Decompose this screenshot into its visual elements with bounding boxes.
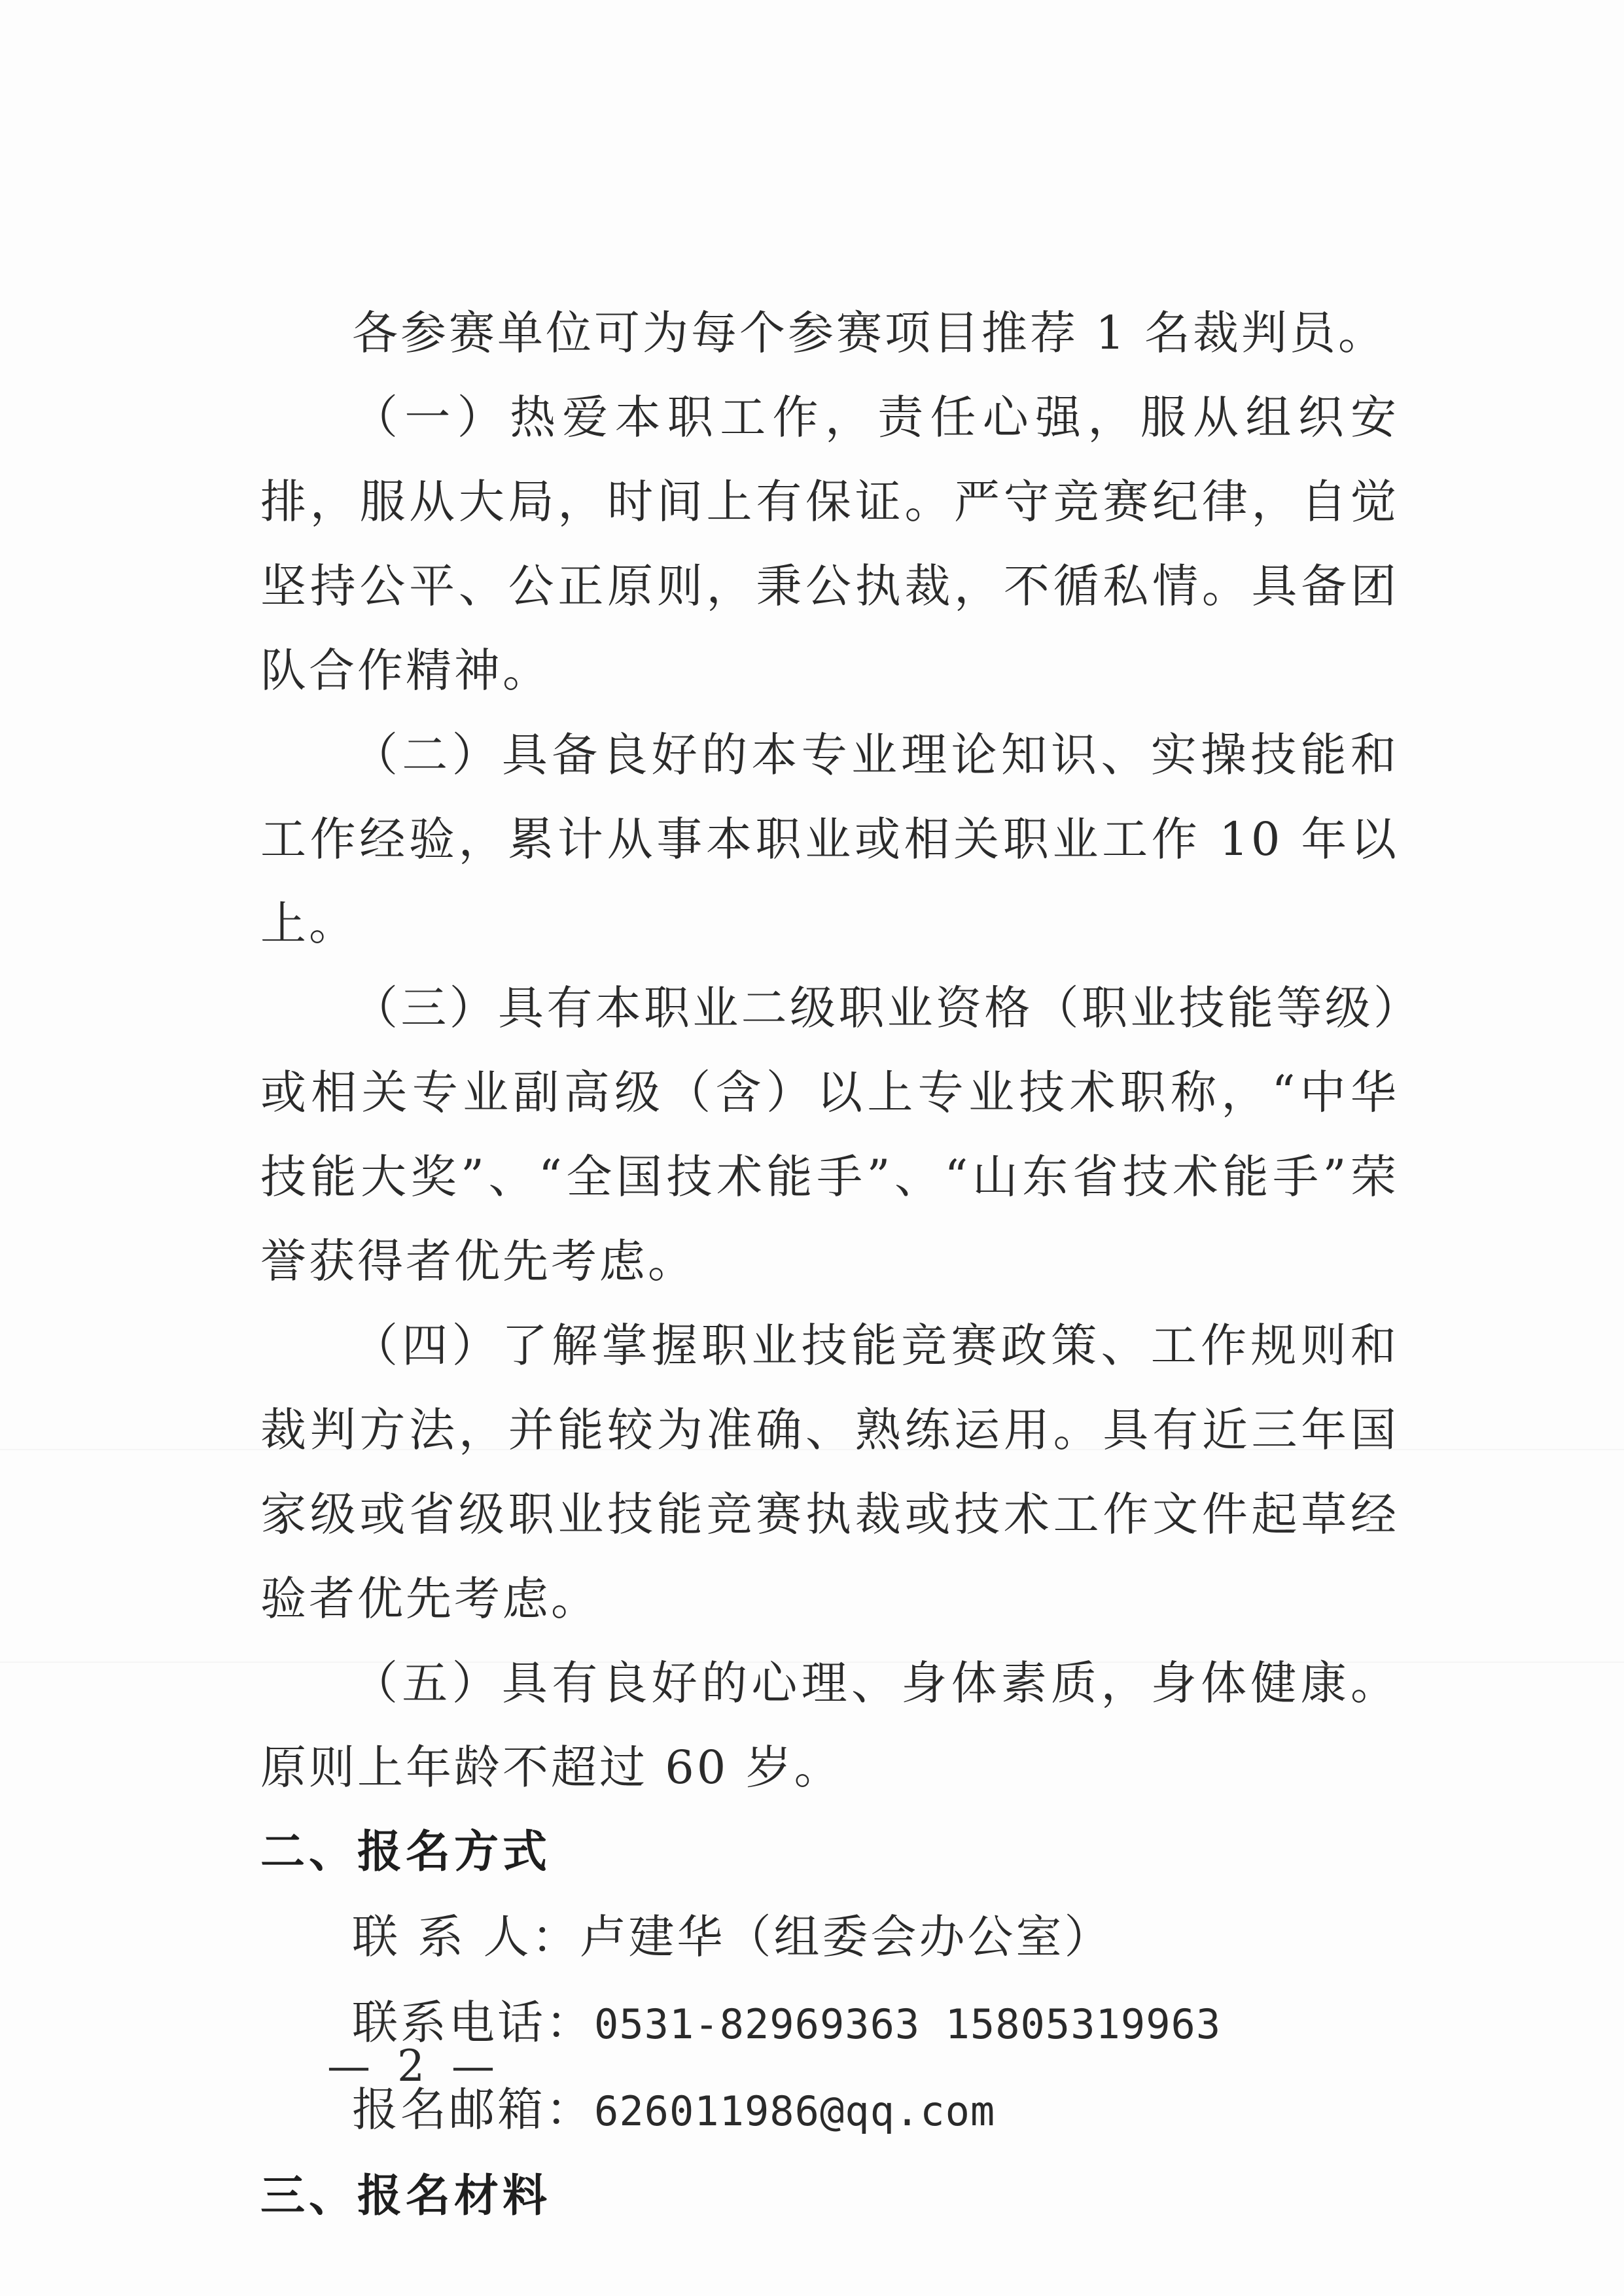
paragraph-requirement-4: （四）了解掌握职业技能竞赛政策、工作规则和裁判方法，并能较为准确、熟练运用。具有近三年国家级或省级职业技能竞赛执裁或技术工作文件起草经验者优先考虑。 bbox=[260, 1319, 1399, 1626]
section-heading-registration-materials: 三、报名材料 bbox=[260, 2170, 552, 2222]
contact-phone-label: 联系电话： bbox=[352, 1996, 594, 2049]
paragraph-referee-quota: 各参赛单位可为每个参赛项目推荐 1 名裁判员。 bbox=[352, 306, 1387, 360]
contact-phone-value: 0531-82969363 15805319963 bbox=[594, 2000, 1222, 2048]
contact-email-label: 报名邮箱： bbox=[352, 2083, 594, 2136]
paragraph-requirement-1: （一）热爱本职工作，责任心强，服从组织安排，服从大局，时间上有保证。严守竞赛纪律，自觉坚持公平、公正原则，秉公执裁，不循私情。具备团队合作精神。 bbox=[260, 391, 1399, 697]
paragraph-requirement-5: （五）具有良好的心理、身体素质，身体健康。原则上年龄不超过 60 岁。 bbox=[260, 1656, 1399, 1794]
contact-person-label: 联 系 人： bbox=[352, 1910, 580, 1964]
section-heading-registration-method: 二、报名方式 bbox=[260, 1826, 552, 1878]
paragraph-requirement-3: （三）具有本职业二级职业资格（职业技能等级）或相关专业副高级（含）以上专业技术职称，“中华技能大奖”、“全国技术能手”、“山东省技术能手”荣誉获得者优先考虑。 bbox=[260, 981, 1399, 1288]
contact-email-value: 626011986@qq.com bbox=[594, 2087, 996, 2135]
paragraph-requirement-2: （二）具备良好的本专业理论知识、实操技能和工作经验，累计从事本职业或相关职业工作 10 年以上。 bbox=[260, 728, 1399, 950]
contact-person-value: 卢建华（组委会办公室） bbox=[580, 1910, 1113, 1964]
document-body bbox=[260, 291, 1399, 2238]
contact-person-line bbox=[260, 1894, 1399, 1980]
page-number: — 2 — bbox=[327, 2041, 501, 2091]
